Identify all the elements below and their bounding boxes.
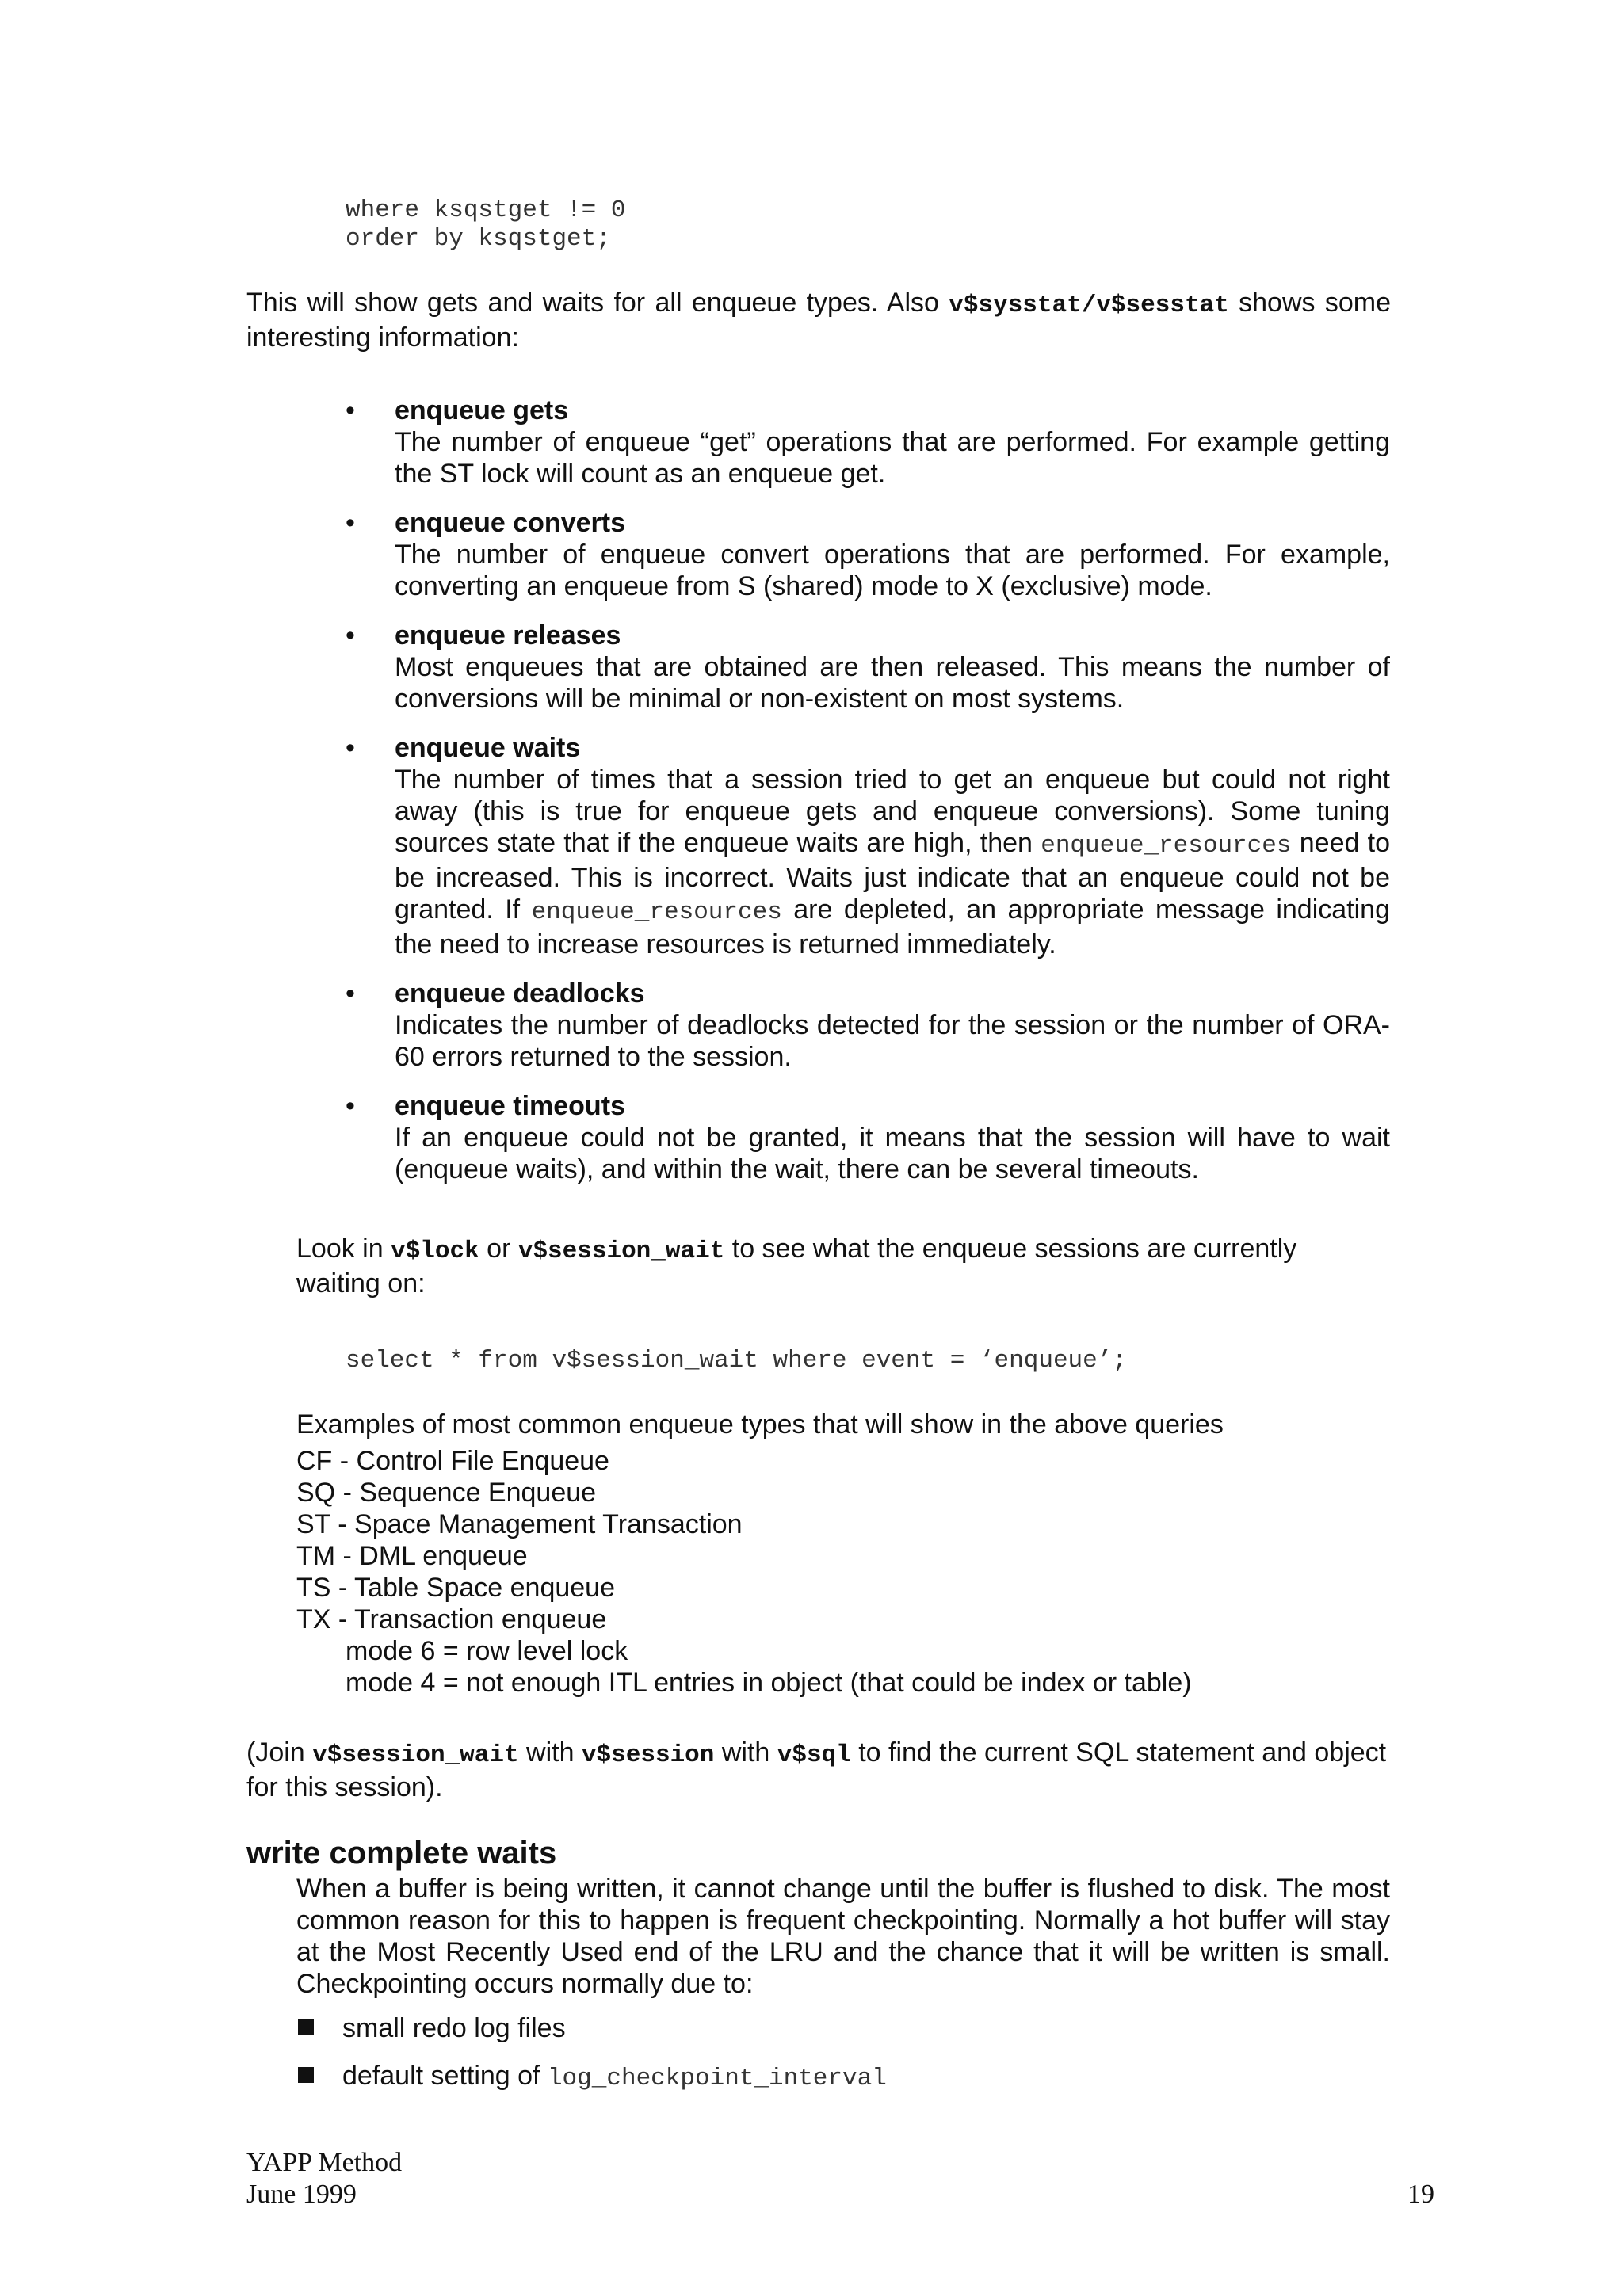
bullet-icon: •: [346, 620, 355, 650]
bullet-icon: •: [346, 1091, 355, 1121]
inline-code: v$lock: [391, 1238, 479, 1265]
list-item: CF - Control File Enqueue: [296, 1446, 609, 1476]
list-item: • enqueue releases Most enqueues that are obtained are then released. This means the number of conversions will be minimal or non-existent on most systems.: [346, 620, 1390, 714]
list-item: • enqueue timeouts If an enqueue could not be granted, it means that the session will have to wait (enqueue waits), and within the wait, there can be several timeouts.: [346, 1091, 1390, 1184]
bullet-icon: •: [346, 395, 355, 425]
list-item: • enqueue gets The number of enqueue “get” operations that are performed. For example getting the ST lock will count as an enqueue get.: [346, 395, 1390, 489]
join-paragraph: (Join v$session_wait with v$session with v$sql to find the current SQL statement and object for this session).: [246, 1737, 1387, 1802]
bullet-icon: •: [346, 508, 355, 538]
bullet-icon: •: [346, 978, 355, 1009]
inline-code: enqueue_resources: [1041, 832, 1292, 860]
list-item: default setting of log_checkpoint_interval: [298, 2060, 887, 2095]
intro-paragraph: This will show gets and waits for all enqueue types. Also v$sysstat/v$sesstat shows some interesting information:: [246, 288, 1392, 353]
statistics-list: [342, 395, 1390, 1203]
list-item: • enqueue deadlocks Indicates the number of deadlocks detected for the session or the number of ORA-60 errors returned to the session.: [346, 978, 1390, 1072]
page-number: 19: [1407, 2180, 1434, 2209]
inline-code: v$session: [581, 1741, 715, 1769]
list-item: ST - Space Management Transaction: [296, 1509, 743, 1539]
inline-code: v$sysstat/v$sesstat: [949, 292, 1229, 319]
lookin-paragraph: Look in v$lock or v$session_wait to see what the enqueue sessions are currently waiting on:: [296, 1234, 1297, 1299]
list-item: TS - Table Space enqueue: [296, 1573, 615, 1603]
list-item: • enqueue converts The number of enqueue convert operations that are performed. For example, converting an enqueue from S (shared) mode to X (exclusive) mode.: [346, 508, 1390, 601]
code-line: where ksqstget != 0: [346, 196, 626, 224]
footer-title: YAPP Method: [246, 2148, 403, 2177]
section-heading: write complete waits: [246, 1836, 557, 1871]
list-item: • enqueue waits The number of times that a session tried to get an enqueue but could not right away (this is true for enqueue gets and enqueue conversions). Some tuning sources state that if the enqueue waits are high, then enqueue_resources need to be increased. This is incorrect. Waits just indicate that an enqueue could not be granted. If enqueue_resources are depleted, an appropriate message indicating the need to increase resources is returned immediately.: [346, 733, 1390, 959]
enqueue-types-list: [296, 1445, 1192, 1699]
square-bullet-icon: [298, 2019, 314, 2035]
examples-intro: Examples of most common enqueue types that will show in the above queries: [296, 1409, 1224, 1440]
inline-code: enqueue_resources: [531, 898, 782, 926]
square-bullet-icon: [298, 2067, 314, 2083]
inline-code: v$sql: [777, 1741, 851, 1769]
list-item: SQ - Sequence Enqueue: [296, 1478, 597, 1508]
list-subitem: mode 4 = not enough ITL entries in object (that could be index or table): [346, 1668, 1192, 1698]
inline-code: v$session_wait: [517, 1238, 725, 1265]
list-item: small redo log files: [298, 2012, 566, 2044]
footer-date: June 1999: [246, 2180, 357, 2209]
code-line: select * from v$session_wait where event = ‘enqueue’;: [346, 1347, 1127, 1375]
list-subitem: mode 6 = row level lock: [346, 1636, 628, 1666]
bullet-icon: •: [346, 733, 355, 763]
list-item: TX - Transaction enqueue: [296, 1604, 607, 1634]
inline-code: log_checkpoint_interval: [547, 2065, 887, 2092]
inline-code: v$session_wait: [312, 1741, 519, 1769]
code-line: order by ksqstget;: [346, 225, 611, 253]
list-item: TM - DML enqueue: [296, 1541, 528, 1571]
section-paragraph: When a buffer is being written, it cannot change until the buffer is flushed to disk. The most common reason for this to happen is frequent checkpointing. Normally a hot buffer will stay at the Most Recently Used end of the LRU and the chance that it will be written is small. Checkpointing occurs normally due to:: [296, 1874, 1390, 1999]
